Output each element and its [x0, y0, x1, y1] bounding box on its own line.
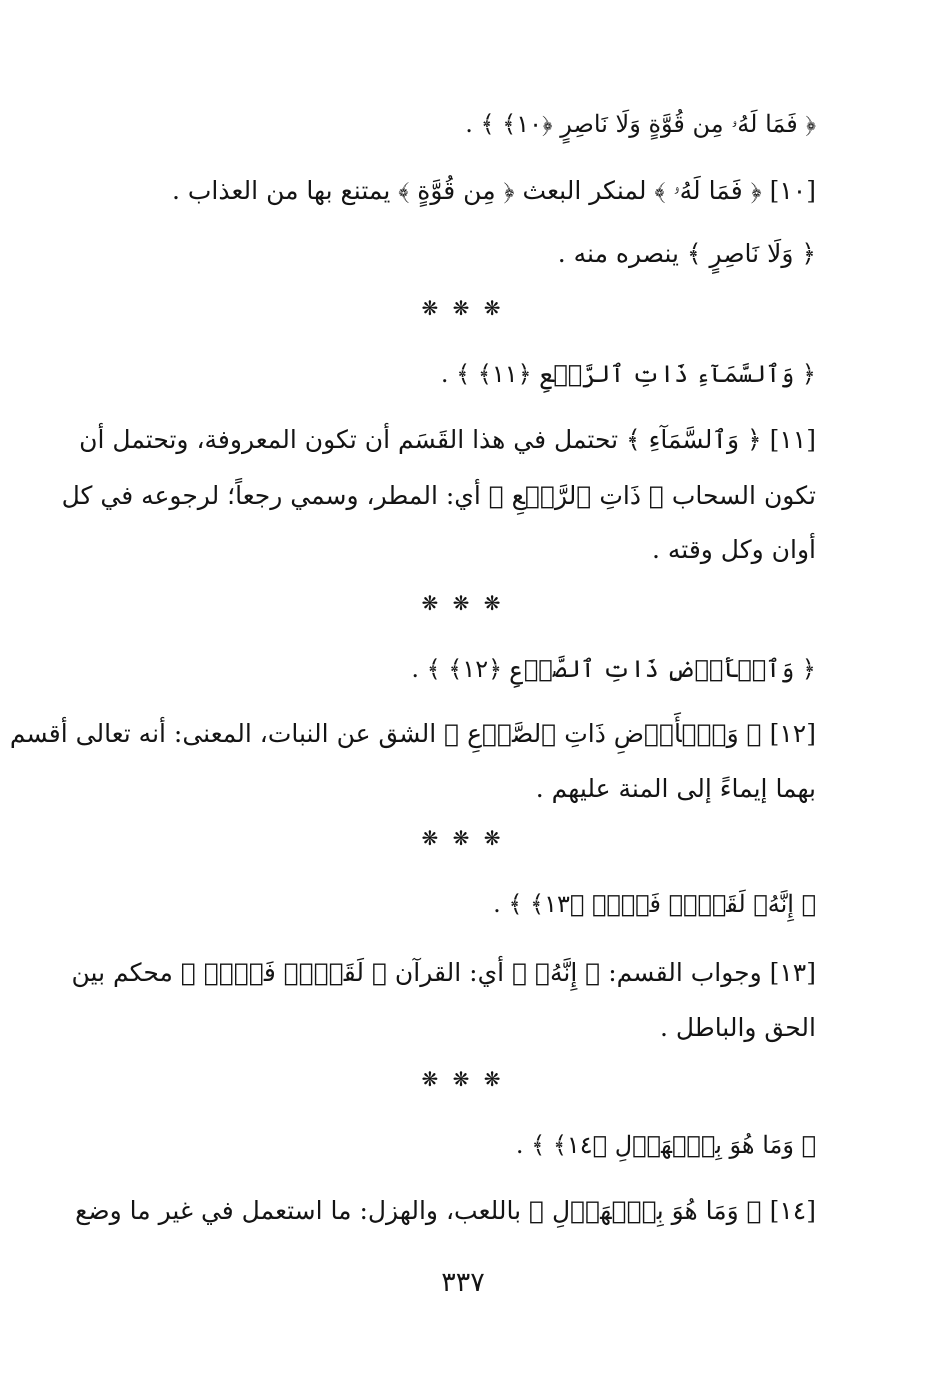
commentary-line: [١٣] وجواب القسم: ﴿ إِنَّهُۥ ﴾ أي: القرآن ﴿ لَقَوۡلٞ فَصۡلٞ ﴾ محكم بين: [71, 958, 816, 987]
quran-verse-13: ﴿ إِنَّهُۥ لَقَوۡلٞ فَصۡلٞ ﴿١٣﴾ ﴾ .: [493, 890, 816, 918]
commentary-line: [١٢] ﴿ وَٱلۡأَرۡضِ ذَاتِ ٱلصَّدۡعِ ﴾ الشق عن النبات، المعنى: أنه تعالى أقسم: [9, 719, 816, 748]
commentary-line: [١٠] ﴿ فَمَا لَهُۥ ﴾ لمنكر البعث ﴿ مِن قُوَّةٍ ﴾ يمتنع بها من العذاب .: [172, 176, 816, 205]
commentary-line: [١٤] ﴿ وَمَا هُوَ بِٱلۡهَزۡلِ ﴾ باللعب، والهزل: ما استعمل في غير ما وضع: [75, 1196, 816, 1225]
section-separator: ❋ ❋ ❋: [421, 826, 505, 850]
page-number: ٣٣٧: [441, 1267, 485, 1298]
section-separator: ❋ ❋ ❋: [421, 1067, 505, 1091]
commentary-line: تكون السحاب ﴿ ذَاتِ ٱلرَّجۡعِ ﴾ أي: المطر، وسمي رجعاً؛ لرجوعه في كل: [61, 481, 816, 510]
quran-verse-11: ﴿ وَٱلسَّمَآءِ ذَاتِ ٱلرَّجۡعِ ﴿١١﴾ ﴾ .: [440, 360, 816, 388]
commentary-line: أوان وكل وقته .: [652, 535, 816, 564]
commentary-line: الحق والباطل .: [659, 1013, 816, 1042]
commentary-line: ﴿ وَلَا نَاصِرٍ ﴾ ينصره منه .: [557, 239, 816, 268]
commentary-line: [١١] ﴿ وَٱلسَّمَآءِ ﴾ تحتمل في هذا القَسَم أن تكون المعروفة، وتحتمل أن: [79, 425, 816, 454]
quran-verse-12: ﴿ وَٱلۡأَرۡضِ ذَاتِ ٱلصَّدۡعِ ﴿١٢﴾ ﴾ .: [411, 655, 816, 683]
quran-verse-14: ﴿ وَمَا هُوَ بِٱلۡهَزۡلِ ﴿١٤﴾ ﴾ .: [515, 1131, 816, 1159]
section-separator: ❋ ❋ ❋: [421, 296, 505, 320]
commentary-line: بهما إيماءً إلى المنة عليهم .: [535, 774, 816, 803]
quran-verse-10: ﴿ فَمَا لَهُۥ مِن قُوَّةٍ وَلَا نَاصِرٍ ﴿١٠﴾ ﴾ .: [465, 110, 816, 138]
section-separator: ❋ ❋ ❋: [421, 591, 505, 615]
